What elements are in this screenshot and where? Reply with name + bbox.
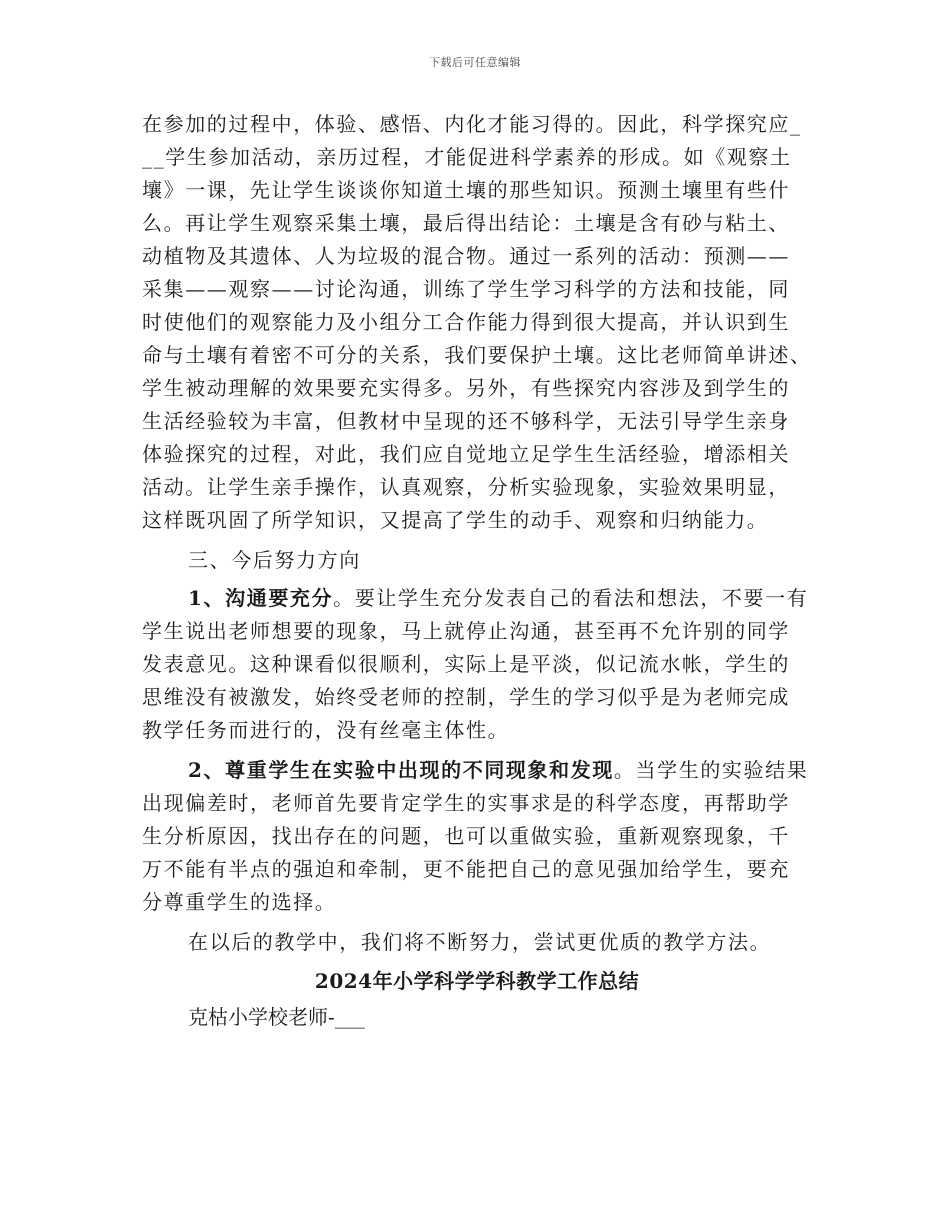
paragraph-line: 分尊重学生的选择。	[142, 890, 337, 914]
closing-sentence: 在以后的教学中，我们将不断努力，尝试更优质的教学方法。	[188, 930, 772, 954]
paragraph-line: 壤》一课，先让学生谈谈你知道土壤的那些知识。预测土壤里有些什	[142, 178, 790, 202]
paragraph-line: 体验探究的过程，对此，我们应自觉地立足学生生活经验，增添相关	[142, 442, 790, 466]
paragraph-line: 生活经验较为丰富，但教材中呈现的还不够科学，无法引导学生亲身	[142, 409, 790, 433]
paragraph-line: 这样既巩固了所学知识，又提高了学生的动手、观察和归纳能力。	[142, 508, 769, 532]
item-text: 。当学生的实验结果	[613, 758, 809, 782]
paragraph-first-line	[142, 582, 812, 615]
paragraph-line: 动植物及其遗体、人为垃圾的混合物。通过一系列的活动：预测——	[142, 244, 790, 268]
paragraph-line: 教学任务而进行的，没有丝毫主体性。	[142, 718, 510, 742]
paragraph-line: 学生被动理解的效果要充实得多。另外，有些探究内容涉及到学生的	[142, 376, 790, 400]
paragraph-line: 思维没有被激发，始终受老师的控制，学生的学习似乎是为老师完成	[142, 685, 790, 709]
paragraph-line: 采集——观察——讨论沟通，训练了学生学习科学的方法和技能，同	[142, 277, 790, 301]
paragraph-line: 在参加的过程中，体验、感悟、内化才能习得的。因此，科学探究应_	[142, 112, 802, 136]
paragraph-first-line	[142, 754, 812, 787]
paragraph-line: 学生说出老师想要的现象，马上就停止沟通，甚至再不允许别的同学	[142, 619, 790, 643]
document-body	[142, 108, 812, 1034]
page-header-note: 下载后可任意编辑	[429, 56, 521, 69]
paragraph-inquiry	[142, 108, 812, 537]
paragraph-line: 活动。让学生亲手操作，认真观察，分析实验现象，实验效果明显，	[142, 475, 790, 499]
paragraph-line: 生分析原因，找出存在的问题，也可以重做实验，重新观察现象，千	[142, 824, 790, 848]
item-text: 。要让学生充分发表自己的看法和想法，不要一有	[333, 586, 809, 610]
paragraph-line: 么。再让学生观察采集土壤，最后得出结论：土壤是含有砂与粘土、	[142, 211, 790, 235]
item-lead: 1、沟通要充分	[188, 586, 334, 610]
paragraph-line: 命与土壤有着密不可分的关系，我们要保护土壤。这比老师简单讲述、	[142, 343, 812, 367]
paragraph-line: 出现偏差时，老师首先要肯定学生的实事求是的科学态度，再帮助学	[142, 791, 790, 815]
article-title: 2024年小学科学学科教学工作总结	[314, 969, 640, 993]
article-author: 克枯小学校老师-___	[188, 1005, 365, 1029]
paragraph-line: 万不能有半点的强迫和牵制，更不能把自己的意见强加给学生，要充	[142, 857, 790, 881]
section-heading: 三、今后努力方向	[188, 548, 361, 572]
paragraph-communication	[142, 582, 812, 747]
paragraph-respect	[142, 754, 812, 919]
paragraph-line: 发表意见。这种课看似很顺利，实际上是平淡，似记流水帐，学生的	[142, 652, 790, 676]
paragraph-line: 时使他们的观察能力及小组分工合作能力得到很大提高，并认识到生	[142, 310, 790, 334]
paragraph-line: __学生参加活动，亲历过程，才能促进科学素养的形成。如《观察土	[142, 145, 792, 169]
item-lead: 2、尊重学生在实验中出现的不同现象和发现	[188, 758, 614, 782]
